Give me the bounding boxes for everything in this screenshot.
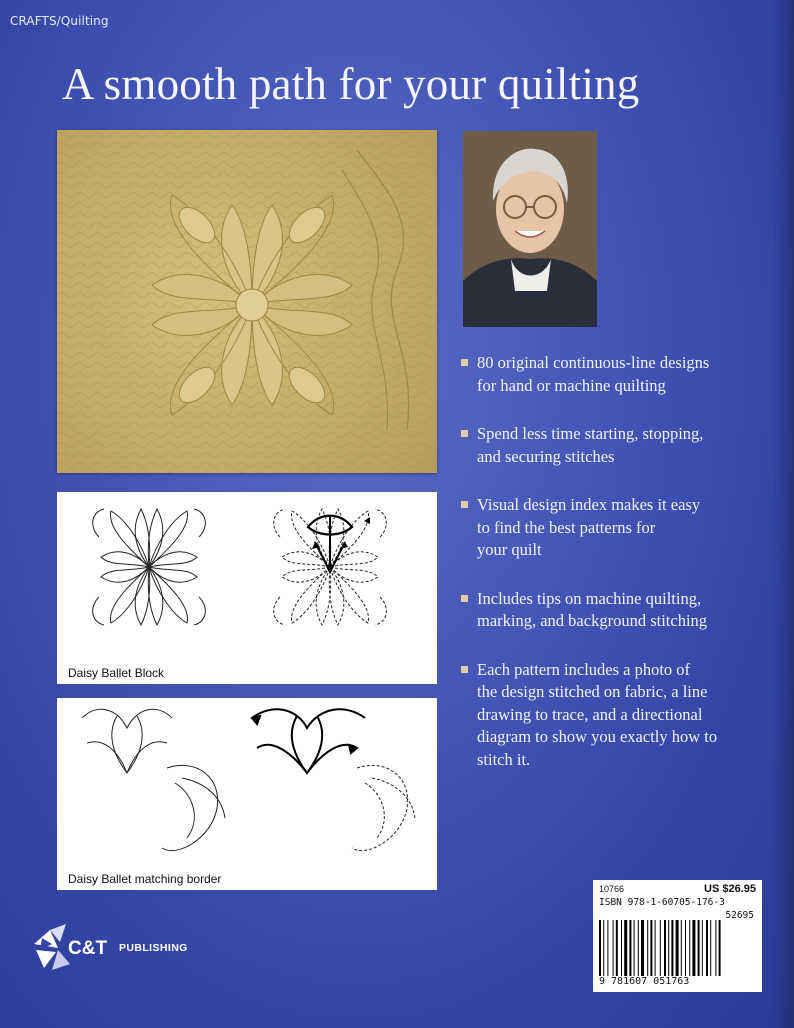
- barcode-bar: [607, 920, 608, 976]
- barcode-bar: [706, 920, 708, 976]
- barcode-bar: [719, 920, 721, 976]
- barcode-bar: [689, 920, 690, 976]
- daisy-ballet-block-panel: [57, 492, 437, 684]
- border-caption: Daisy Ballet matching border: [68, 872, 222, 886]
- logo-mark-text: C&T: [68, 938, 108, 959]
- barcode-bar: [650, 920, 652, 976]
- bullet-marker: [461, 666, 468, 673]
- price-code: 52695: [725, 910, 754, 921]
- barcode-bar: [621, 920, 622, 976]
- barcode-bar: [668, 920, 669, 976]
- quilt-photo: [57, 130, 437, 473]
- bullet-marker: [461, 430, 468, 437]
- barcode-bar: [629, 920, 631, 976]
- publisher-logo: [30, 920, 210, 980]
- barcode-box: [593, 880, 762, 992]
- barcode-bar: [616, 920, 618, 976]
- barcode-bar: [671, 920, 673, 976]
- category-label: CRAFTS/Quilting: [10, 14, 109, 28]
- barcode-bar: [664, 920, 666, 976]
- feature-item: Spend less time starting, stopping, and securing stitches: [461, 423, 771, 468]
- barcode-bar: [613, 920, 614, 976]
- barcode-bar: [638, 920, 639, 976]
- feature-item: Each pattern includes a photo of the design stitched on fabric, a line drawing to trace, and a directional diagram to show you exactly how to stitch it.: [461, 659, 771, 772]
- barcode-bar: [685, 920, 686, 976]
- barcode-bar: [603, 920, 604, 976]
- border-line-drawings: [57, 698, 437, 870]
- price: US $26.95: [704, 883, 756, 895]
- barcode-bar: [702, 920, 703, 976]
- barcode-bar: [634, 920, 635, 976]
- author-photo: [463, 131, 597, 327]
- publisher-logo-mark: [30, 920, 120, 980]
- feature-item: 80 original continuous-line designs for hand or machine quilting: [461, 352, 771, 397]
- feature-list: [461, 352, 771, 771]
- barcode-bar: [676, 920, 679, 976]
- barcode-bar: [710, 920, 711, 976]
- barcode-bar: [698, 920, 700, 976]
- quilt-stitching-illustration: [57, 130, 437, 473]
- barcode-bar: [692, 920, 695, 976]
- barcode-bar: [624, 920, 627, 976]
- barcode-bars: [599, 920, 756, 976]
- bullet-marker: [461, 501, 468, 508]
- barcode-bar: [647, 920, 648, 976]
- barcode-bar: [655, 920, 656, 976]
- item-number: 10766: [599, 884, 625, 894]
- ean-digits: 9 781607 051763: [599, 976, 690, 987]
- barcode-bar: [599, 920, 601, 976]
- bullet-marker: [461, 595, 468, 602]
- isbn: ISBN 978-1-60705-176-3: [599, 897, 725, 908]
- barcode-bar: [715, 920, 716, 976]
- block-line-drawings: [57, 492, 437, 662]
- publisher-name: PUBLISHING: [119, 942, 188, 954]
- bullet-marker: [461, 359, 468, 366]
- feature-item: Includes tips on machine quilting, marking, and background stitching: [461, 588, 771, 633]
- barcode-bar: [660, 920, 661, 976]
- barcode-bar: [681, 920, 682, 976]
- headline: A smooth path for your quilting: [62, 59, 640, 109]
- block-caption: Daisy Ballet Block: [68, 666, 165, 680]
- daisy-ballet-border-panel: [57, 698, 437, 890]
- barcode-bar: [641, 920, 644, 976]
- author-portrait-illustration: [463, 131, 597, 327]
- feature-item: Visual design index makes it easy to find the best patterns for your quilt: [461, 494, 771, 562]
